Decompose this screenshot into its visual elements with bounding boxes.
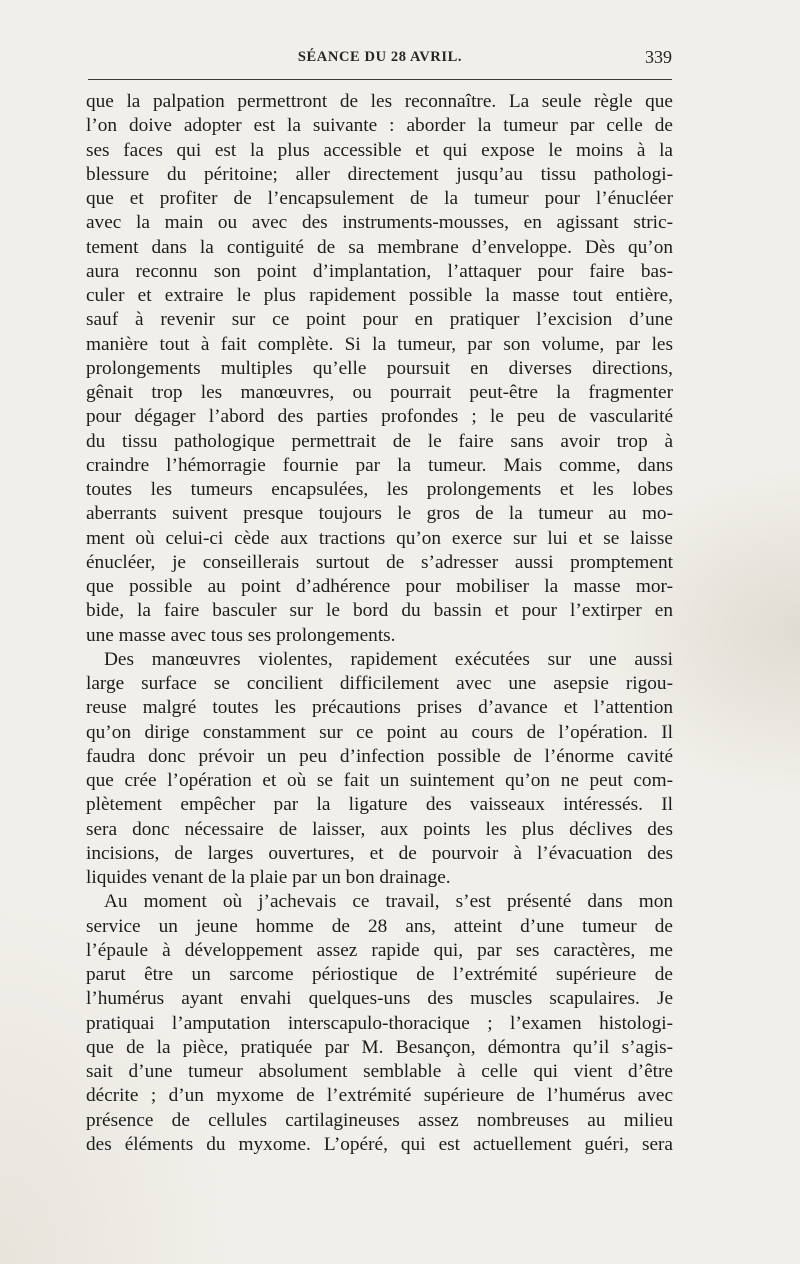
text-line: culer et extraire le plus rapidement possible la masse tout entière,: [86, 285, 673, 306]
text-line: aberrants suivent presque toujours le gros de la tumeur au mo-: [86, 503, 673, 525]
text-line: que possible au point d’adhérence pour mobiliser la masse mor-: [86, 576, 673, 597]
text-line: prolongements multiples qu’elle poursuit en diverses directions,: [86, 357, 673, 379]
text-line: Des manœuvres violentes, rapidement exécutées sur une aussi: [104, 648, 673, 670]
text-line: du tissu pathologique permettrait de le faire sans avoir trop à: [86, 430, 673, 452]
page-number: 339: [645, 47, 672, 67]
text-line: sauf à revenir sur ce point pour en pratiquer l’excision d’une: [86, 309, 673, 331]
text-line: aura reconnu son point d’implantation, l’attaquer pour faire bas-: [86, 260, 673, 282]
text-line: qu’on dirige constamment sur ce point au cours de l’opération. Il: [86, 721, 673, 743]
text-line: bide, la faire basculer sur le bord du bassin et pour l’extirper en: [86, 600, 673, 622]
text-line: faudra donc prévoir un peu d’infection possible de l’énorme cavité: [86, 745, 673, 767]
text-line: l’épaule à développement assez rapide qui, par ses caractères, me: [86, 939, 673, 961]
text-line: parut être un sarcome périostique de l’extrémité supérieure de: [86, 964, 673, 985]
text-line: pratiquai l’amputation interscapulo-thoracique ; l’examen histologi-: [86, 1012, 673, 1034]
text-line: large surface se concilient difficilement avec une asepsie rigou-: [86, 673, 673, 694]
text-line: que et profiter de l’encapsulement de la tumeur pour l’énucléer: [86, 188, 673, 209]
text-line: pour dégager l’abord des parties profondes ; le peu de vascularité: [86, 406, 673, 428]
running-title: SÉANCE DU 28 AVRIL.: [297, 49, 463, 65]
text-line: tement dans la contiguité de sa membrane d’enveloppe. Dès qu’on: [86, 236, 673, 258]
page-header: [88, 42, 672, 72]
text-line: plètement empêcher par la ligature des vaisseaux intéressés. Il: [86, 794, 673, 816]
header-rule: [88, 79, 672, 80]
text-line: présence de cellules cartilagineuses assez nombreuses au milieu: [86, 1109, 673, 1131]
text-line: reuse malgré toutes les précautions prises d’avance et l’attention: [86, 697, 673, 719]
text-line: service un jeune homme de 28 ans, atteint d’une tumeur de: [86, 915, 673, 937]
text-line: l’on doive adopter est la suivante : aborder la tumeur par celle de: [86, 115, 673, 137]
text-line: Au moment où j’achevais ce travail, s’est présenté dans mon: [104, 891, 673, 913]
body-text: [86, 90, 673, 1157]
text-line: incisions, de larges ouvertures, et de pourvoir à l’évacuation des: [86, 842, 673, 864]
text-line: sait d’une tumeur absolument semblable à celle qui vient d’être: [86, 1061, 673, 1082]
text-line: craindre l’hémorragie fournie par la tumeur. Mais comme, dans: [86, 454, 673, 476]
text-line: ses faces qui est la plus accessible et qui expose le moins à la: [86, 139, 673, 161]
text-line: sera donc nécessaire de laisser, aux points les plus déclives des: [86, 818, 673, 840]
text-line: des éléments du myxome. L’opéré, qui est actuellement guéri, sera: [86, 1133, 673, 1155]
text-line: gênait trop les manœuvres, ou pourrait peut-être la fragmenter: [86, 382, 673, 403]
text-line: toutes les tumeurs encapsulées, les prolongements et les lobes: [86, 479, 673, 500]
text-line: l’humérus ayant envahi quelques-uns des muscles scapulaires. Je: [86, 988, 673, 1010]
text-line: que de la pièce, pratiquée par M. Besançon, démontra qu’il s’agis-: [86, 1036, 673, 1058]
text-line: décrite ; d’un myxome de l’extrémité supérieure de l’humérus avec: [86, 1085, 673, 1107]
text-line: manière tout à fait complète. Si la tumeur, par son volume, par les: [86, 333, 673, 355]
text-line: blessure du péritoine; aller directement jusqu’au tissu pathologi-: [86, 163, 673, 185]
text-line: une masse avec tous ses prolongements.: [86, 624, 396, 646]
text-line: que la palpation permettront de les reconnaître. La seule règle que: [86, 91, 673, 112]
text-line: ment où celui-ci cède aux tractions qu’on exerce sur lui et se laisse: [86, 527, 673, 549]
text-line: avec la main ou avec des instruments-mousses, en agissant stric-: [86, 212, 673, 234]
text-line: énucléer, je conseillerais surtout de s’adresser aussi promptement: [86, 551, 673, 573]
text-line: liquides venant de la plaie par un bon drainage.: [86, 867, 451, 888]
text-line: que crée l’opération et où se fait un suintement qu’on ne peut com-: [86, 770, 673, 791]
